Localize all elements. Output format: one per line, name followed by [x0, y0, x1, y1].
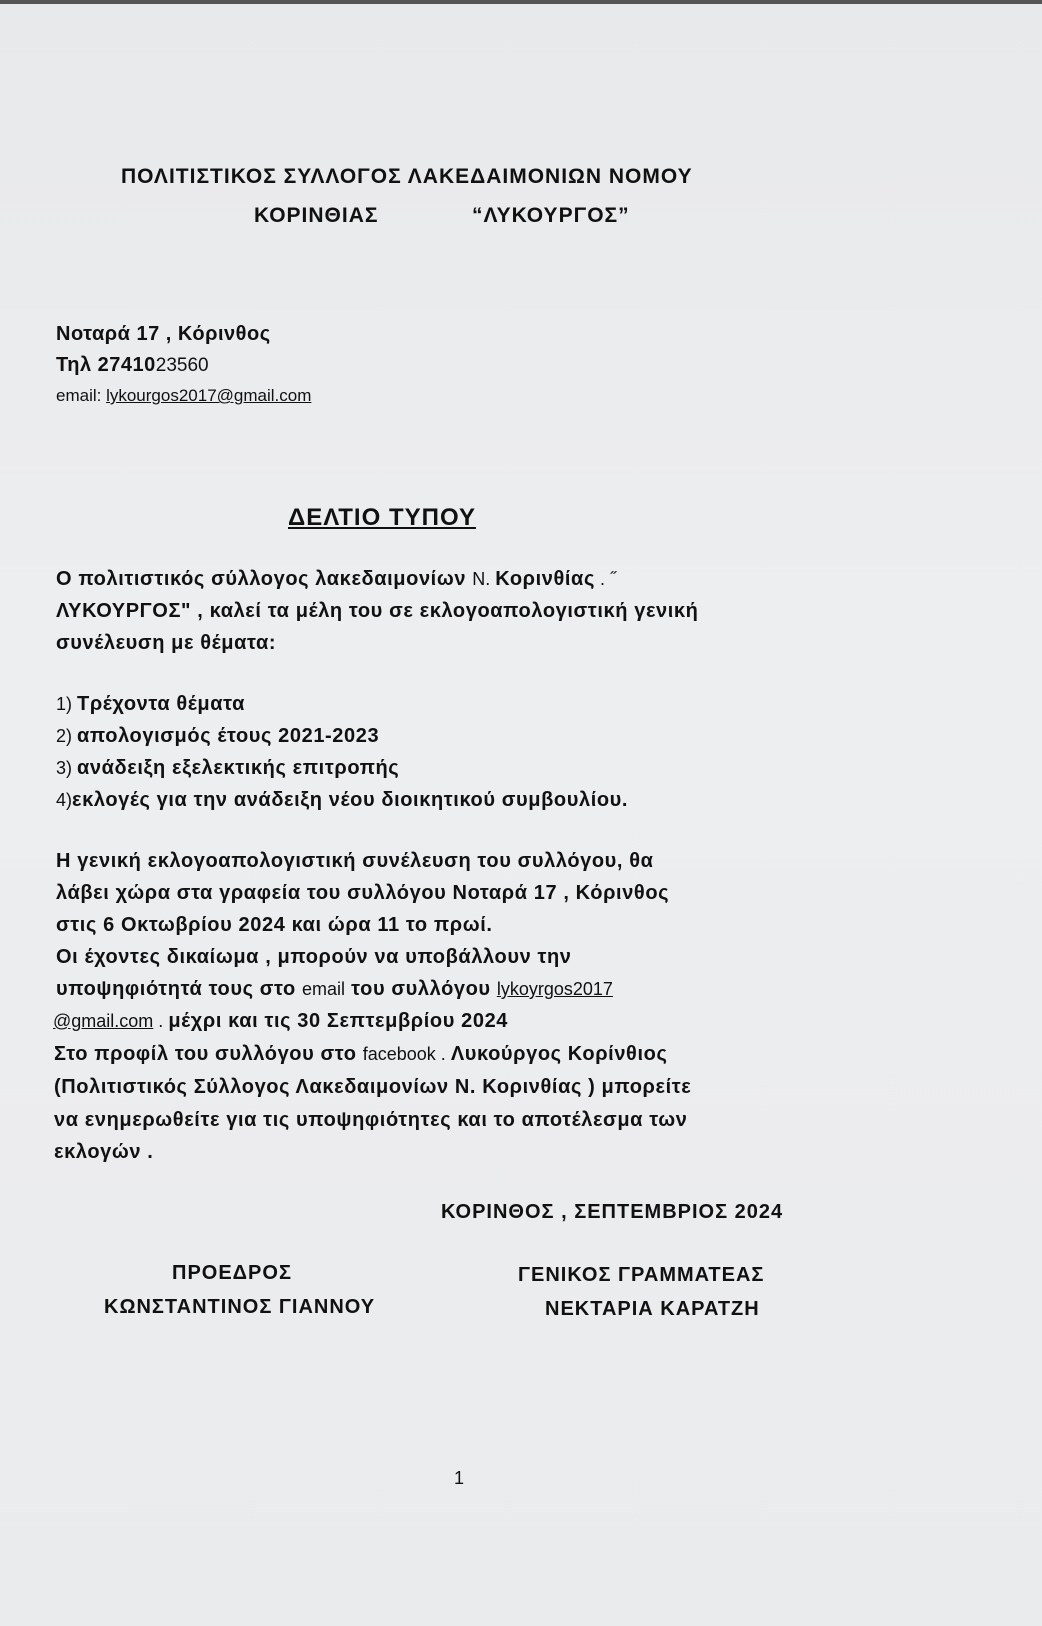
body-email-link-part1[interactable]: lykoyrgos2017: [496, 979, 613, 999]
body-line-10: εκλογών .: [54, 1141, 154, 1163]
contact-phone-label: Τηλ 27410: [56, 354, 156, 376]
agenda-item-number: 1): [56, 694, 78, 714]
body-line-3: στις 6 Οκτωβρίου 2024 και ώρα 11 το πρωί.: [56, 914, 493, 936]
body-text: του συλλόγου: [345, 978, 497, 1000]
body-line-7: [54, 1043, 667, 1066]
agenda-item-1: [56, 693, 245, 716]
secretary-title: ΓΕΝΙΚΟΣ ΓΡΑΜΜΑΤΕΑΣ: [518, 1264, 765, 1286]
body-email-link-part2[interactable]: @gmail.com: [53, 1011, 154, 1031]
contact-email-label: email:: [56, 386, 107, 405]
contact-email-link[interactable]: lykourgos2017@gmail.com: [106, 386, 312, 405]
intro-text-punct: . ˝: [594, 569, 616, 589]
body-line-2: λάβει χώρα στα γραφεία του συλλόγου Νοταρά 17 , Κόρινθος: [56, 882, 670, 904]
agenda-item-3: [56, 757, 399, 780]
agenda-item-number: 4): [56, 790, 73, 810]
intro-line-1: [56, 568, 616, 591]
contact-phone: [56, 354, 209, 377]
intro-text-region: Κορινθίας: [495, 568, 595, 590]
body-line-1: Η γενική εκλογοαπολογιστική συνέλευση του συλλόγου, θα: [56, 850, 654, 872]
intro-line-3: συνέλευση με θέματα:: [56, 632, 277, 654]
body-line-4: Οι έχοντες δικαίωμα , μπορούν να υποβάλλουν την: [56, 946, 572, 968]
agenda-item-2: [56, 725, 379, 748]
body-line-6: [53, 1010, 508, 1033]
agenda-item-text: ανάδειξη εξελεκτικής επιτροπής: [77, 757, 400, 779]
contact-address: Νοταρά 17 , Κόρινθος: [56, 323, 271, 345]
agenda-item-text: απολογισμός έτους 2021-2023: [77, 725, 380, 747]
body-line-8: (Πολιτιστικός Σύλλογος Λακεδαιμονίων Ν. Κορινθίας ) μπορείτε: [54, 1076, 692, 1098]
org-name-line1: ΠΟΛΙΤΙΣΤΙΚΟΣ ΣΥΛΛΟΓΟΣ ΛΑΚΕΔΑΙΜΟΝΙΩΝ ΝΟΜΟΥ: [121, 165, 693, 188]
body-line-9: να ενημερωθείτε για τις υποψηφιότητες και το αποτέλεσμα των: [54, 1109, 688, 1131]
body-text: Στο προφίλ του συλλόγου στο: [54, 1043, 363, 1065]
contact-phone-number: 23560: [155, 355, 209, 376]
document-title: ΔΕΛΤΙΟ ΤΥΠΟΥ: [288, 504, 476, 531]
body-text-profile-name: Λυκούργος Κορίνθιος: [450, 1043, 668, 1065]
body-text-email-word: email: [302, 979, 346, 999]
intro-line-2: ΛΥΚΟΥΡΓΟΣ" , καλεί τα μέλη του σε εκλογοαπολογιστική γενική: [56, 600, 699, 622]
agenda-item-number: 2): [56, 726, 78, 746]
body-text: υποψηφιότητά τους στο: [56, 978, 302, 1000]
secretary-name: ΝΕΚΤΑΡΙΑ ΚΑΡΑΤΖΗ: [545, 1298, 760, 1320]
president-title: ΠΡΟΕΔΡΟΣ: [172, 1262, 292, 1284]
body-line-5: [56, 978, 613, 1001]
body-text-facebook: facebook: [362, 1044, 436, 1064]
intro-text: Ο πολιτιστικός σύλλογος λακεδαιμονίων: [56, 568, 473, 590]
agenda-item-text: Τρέχοντα θέματα: [77, 693, 246, 715]
place-date: ΚΟΡΙΝΘΟΣ , ΣΕΠΤΕΜΒΡΙΟΣ 2024: [441, 1201, 784, 1223]
scan-edge: [0, 0, 1042, 4]
org-name-line2-region: ΚΟΡΙΝΘΙΑΣ: [254, 204, 379, 227]
body-text-punct: .: [435, 1044, 451, 1064]
page-number: 1: [454, 1468, 465, 1488]
contact-email: [56, 386, 311, 406]
body-text-deadline: μέχρι και τις 30 Σεπτεμβρίου 2024: [168, 1010, 509, 1032]
agenda-item-4: [56, 789, 628, 812]
agenda-item-text: εκλογές για την ανάδειξη νέου διοικητικού συμβουλίου.: [72, 789, 629, 811]
org-name-line2-nickname: “ΛΥΚΟΥΡΓΟΣ”: [472, 204, 630, 227]
intro-text-abbrev: Ν.: [472, 569, 496, 589]
body-text-punct: .: [153, 1011, 169, 1031]
agenda-item-number: 3): [56, 758, 78, 778]
president-name: ΚΩΝΣΤΑΝΤΙΝΟΣ ΓΙΑΝΝΟΥ: [104, 1296, 376, 1318]
